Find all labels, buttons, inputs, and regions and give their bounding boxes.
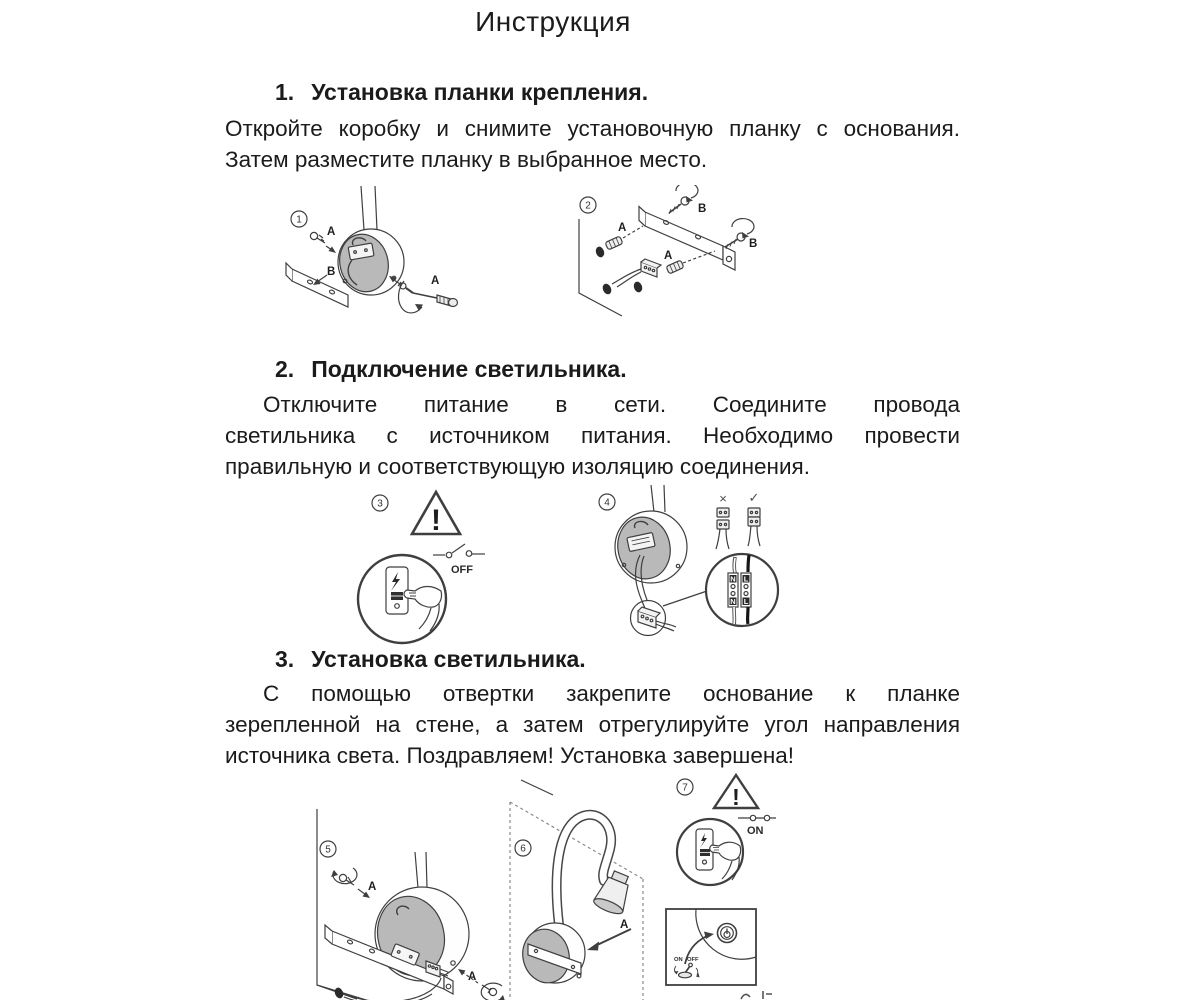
off-label: OFF [687, 957, 699, 963]
label-a: A [468, 971, 477, 983]
page-title: Инструкция [475, 6, 631, 37]
wall-edge [521, 780, 553, 795]
step-number: 3 [377, 498, 383, 510]
terminal-n: N [730, 597, 736, 606]
section-3-title: Установка светильника. [311, 646, 586, 672]
section-2-paragraph [225, 389, 960, 482]
hand-icon [404, 586, 442, 631]
wrong-mark: × [719, 491, 727, 506]
text-line: Откройте коробку и снимите установочную планку с основания. [225, 116, 960, 141]
step-number: 5 [325, 844, 331, 856]
wire-connector [631, 601, 677, 636]
step-number: 7 [682, 782, 688, 794]
terminal-l: L [743, 597, 749, 606]
figure-step1-remove-bracket [265, 185, 475, 335]
text-line: С помощью отвертки закрепите основание к планке [263, 681, 960, 706]
text-line: источника света. Поздравляем! Установка завершена! [225, 743, 795, 768]
lamp-base [612, 511, 687, 584]
wall-switch-icon [386, 567, 408, 614]
hand-icon [710, 842, 741, 880]
figure-power-button-box [663, 907, 760, 989]
label-b: B [749, 238, 758, 250]
lamp-base [334, 229, 404, 297]
step-number: 2 [585, 200, 591, 212]
section-2-heading [225, 356, 960, 383]
lamp-base [517, 923, 585, 988]
warning-mark: ! [732, 784, 740, 810]
label-a: A [620, 919, 629, 931]
screw-icon [331, 868, 370, 898]
terminal-n: N [730, 574, 736, 584]
label-a: A [368, 881, 377, 893]
wall-corner [317, 809, 366, 1000]
connector-wrong-icon [716, 508, 729, 549]
section-2-number: 2. [275, 356, 295, 382]
figure-step3-power-off [345, 487, 510, 647]
cutoff-print-marks [735, 990, 795, 1000]
switch-state-label: ON [747, 825, 764, 837]
step-number: 1 [296, 214, 302, 226]
label-b: B [698, 203, 707, 215]
on-label: ON [674, 957, 683, 963]
terminal-zoom-circle [706, 554, 778, 626]
text-line: Отключите питание в сети. Соедините провода [263, 392, 960, 417]
section-3-heading [225, 646, 960, 673]
figure-step6-assembled-lamp [480, 778, 675, 1000]
section-2-title: Подключение светильника. [311, 356, 627, 382]
arrow-to-base [587, 929, 631, 951]
switch-on-icon [738, 815, 776, 820]
label-a: A [618, 222, 627, 234]
power-button-icon [718, 924, 737, 943]
switch-off-icon [433, 544, 485, 558]
label-a: A [664, 250, 673, 262]
connector-correct-icon [748, 508, 760, 546]
text-line: светильника с источником питания. Необходимо провести [225, 423, 960, 448]
section-3-number: 3. [275, 646, 295, 672]
section-1-title: Установка планки крепления. [311, 79, 649, 105]
section-1-heading [225, 79, 960, 106]
section-1-number: 1. [275, 79, 295, 105]
step-number: 4 [604, 497, 610, 509]
text-line: Затем разместите планку в выбранное место. [225, 147, 708, 172]
warning-mark: ! [431, 504, 441, 537]
lamp-tube [361, 186, 377, 230]
wall-corner [579, 219, 622, 316]
label-a: A [327, 226, 336, 238]
section-1-paragraph [225, 113, 960, 175]
figure-step7-power-on [658, 772, 843, 894]
section-3-paragraph [225, 678, 960, 771]
text-line: правильную и соответствующую изоляцию соединения. [225, 454, 810, 479]
terminal-l: L [743, 574, 749, 584]
screwdriver-icon [398, 281, 457, 313]
label-b: B [327, 266, 336, 278]
step-number: 6 [520, 843, 526, 855]
figure-step4-wiring [590, 485, 890, 660]
figure-step2-mount-bracket [565, 185, 865, 330]
switch-state-label: OFF [451, 564, 473, 576]
lamp-tube [651, 485, 665, 512]
toggle-switch-icon [674, 963, 700, 978]
correct-mark: ✓ [748, 490, 760, 505]
wire-connector [601, 259, 661, 296]
label-a: A [431, 275, 440, 287]
mounting-bracket [639, 207, 735, 271]
text-line: зерепленной на стене, а затем отрегулируйте угол направления [225, 712, 960, 737]
screw-icon [669, 185, 698, 214]
figure-step5-attach-base [290, 795, 510, 1000]
leader-line [663, 591, 707, 606]
